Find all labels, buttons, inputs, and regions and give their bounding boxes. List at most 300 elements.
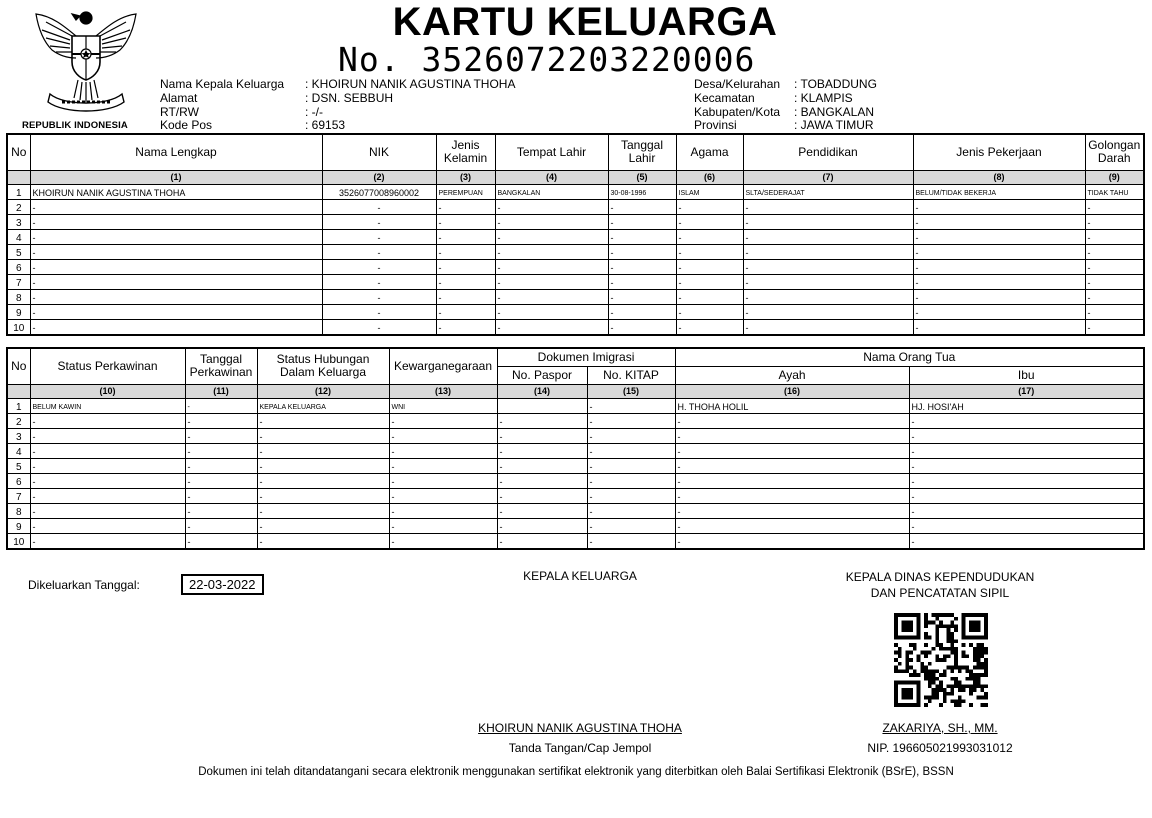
header-status-perkawinan: Status Perkawinan [30,348,185,384]
info-value: : KHOIRUN NANIK AGUSTINA THOHA [305,77,516,91]
table-cell: - [185,503,257,518]
table-cell: - [676,199,743,214]
table-cell: BELUM KAWIN [30,398,185,413]
table-cell: - [389,503,497,518]
table-cell: - [587,518,675,533]
header-no-paspor: No. Paspor [497,366,587,384]
table-row [7,199,1144,214]
table-cell: - [909,428,1144,443]
table-cell: - [495,319,608,335]
column-number: (13) [389,384,497,398]
header-tanggal-lahir: Tanggal Lahir [608,134,676,170]
table-cell: - [1085,274,1144,289]
column-number-row [7,384,1144,398]
table-cell: 7 [7,274,30,289]
table-cell: - [436,259,495,274]
header-tanggal-perkawinan: Tanggal Perkawinan [185,348,257,384]
table-cell: - [185,443,257,458]
official-title-line2: DAN PENCATATAN SIPIL [870,586,1010,600]
table-cell: - [676,214,743,229]
table-cell: - [913,289,1085,304]
table-cell: - [185,398,257,413]
table-cell: - [495,229,608,244]
table-cell: - [389,533,497,549]
header-nama: Nama Lengkap [30,134,322,170]
table-cell: KHOIRUN NANIK AGUSTINA THOHA [30,184,322,199]
table-cell: 6 [7,259,30,274]
table-cell: - [587,458,675,473]
table-cell: - [608,304,676,319]
table-cell: - [587,398,675,413]
info-row [694,78,877,92]
table-cell: - [676,274,743,289]
table-cell: - [587,428,675,443]
table-cell: - [608,259,676,274]
table-row [7,488,1144,503]
table-cell: - [322,304,436,319]
table-cell: - [608,229,676,244]
table-cell: - [909,473,1144,488]
table-cell: - [913,214,1085,229]
table-row [7,533,1144,549]
column-number: (6) [676,170,743,184]
table-cell: 9 [7,304,30,319]
table-cell: - [913,319,1085,335]
table-cell: - [389,458,497,473]
header-nik: NIK [322,134,436,170]
table-cell: - [30,533,185,549]
table-cell: - [909,458,1144,473]
table-cell: - [30,443,185,458]
table-cell: - [389,428,497,443]
table-cell: 5 [7,458,30,473]
table-row [7,289,1144,304]
table-cell: - [185,428,257,443]
info-value: : JAWA TIMUR [794,118,874,133]
table-cell: WNI [389,398,497,413]
header-nama-orang-tua: Nama Orang Tua [675,348,1144,366]
table-cell: - [913,244,1085,259]
table-cell: - [30,214,322,229]
table-cell: - [913,259,1085,274]
column-number-row [7,170,1144,184]
table-cell: - [322,229,436,244]
table-cell: - [675,488,909,503]
head-signature-name-wrap [470,721,690,735]
column-number: (3) [436,170,495,184]
table-cell: - [743,229,913,244]
table-cell: - [436,274,495,289]
header-pendidikan: Pendidikan [743,134,913,170]
info-value: : -/- [305,104,323,119]
table-cell: - [1085,229,1144,244]
table-cell: - [608,199,676,214]
table-row [7,319,1144,335]
head-signature-title: KEPALA KELUARGA [523,569,637,583]
header-dokumen-imigrasi: Dokumen Imigrasi [497,348,675,366]
table-cell: - [497,533,587,549]
emblem-caption: REPUBLIK INDONESIA [22,120,128,131]
table-cell: - [675,473,909,488]
info-label: Kabupaten/Kota [694,104,781,119]
table-cell: - [495,289,608,304]
header-no-kitap: No. KITAP [587,366,675,384]
table-cell: - [497,443,587,458]
table-cell: - [257,488,389,503]
table-cell: - [495,304,608,319]
info-row [694,92,877,106]
table-cell: - [322,274,436,289]
table-cell: - [257,458,389,473]
table-header-row [7,134,1144,170]
electronic-signature-note: Dokumen ini telah ditandatangani secara elektronik menggunakan sertifikat elektronik yang diterbitkan oleh Balai Sertifikasi Elektronik (BSrE), BSSN [198,766,954,778]
table-row [7,229,1144,244]
table-cell: - [30,428,185,443]
column-number: (8) [913,170,1085,184]
household-info-right [694,78,877,133]
table-cell: - [909,413,1144,428]
table-cell: - [608,319,676,335]
table-cell: - [497,458,587,473]
table-cell: - [322,289,436,304]
table-cell: 3526077008960002 [322,184,436,199]
table-cell: - [436,199,495,214]
table-cell: 7 [7,488,30,503]
info-row [160,119,515,133]
table-cell: - [30,458,185,473]
table-cell: - [436,229,495,244]
table-cell: 9 [7,518,30,533]
table-cell: - [322,214,436,229]
family-status-table [6,347,1145,550]
official-title-line1: KEPALA DINAS KEPENDUDUKAN [845,570,1035,584]
table-cell: - [30,304,322,319]
table-cell: - [909,488,1144,503]
table-cell: - [743,259,913,274]
table-cell: - [497,413,587,428]
table-cell: 2 [7,199,30,214]
official-signature-title [820,569,1060,601]
table-cell: - [675,413,909,428]
document-title: KARTU KELUARGA [392,0,778,44]
table-cell: - [30,199,322,214]
table-row [7,428,1144,443]
table-header-row [7,348,1144,366]
table-row [7,503,1144,518]
column-number [7,170,30,184]
table-cell: 1 [7,398,30,413]
table-cell: - [389,518,497,533]
table-cell: BANGKALAN [495,184,608,199]
garuda-icon [24,6,148,118]
table-cell: - [587,488,675,503]
column-number: (5) [608,170,676,184]
issued-date: 22-03-2022 [181,574,264,595]
table1-body [7,184,1144,335]
table-cell: - [675,458,909,473]
table-cell: BELUM/TIDAK BEKERJA [913,184,1085,199]
header-status-hubungan: Status Hubungan Dalam Keluarga [257,348,389,384]
table-cell: - [30,259,322,274]
table2-body [7,398,1144,549]
table-cell: ISLAM [676,184,743,199]
table-row [7,413,1144,428]
info-label: Nama Kepala Keluarga [160,77,285,91]
table-cell: - [257,428,389,443]
table-row [7,458,1144,473]
table-cell: - [676,319,743,335]
table-cell: - [185,473,257,488]
header-ibu: Ibu [909,366,1144,384]
table-row [7,184,1144,199]
info-value: : BANGKALAN [794,104,875,119]
column-number: (7) [743,170,913,184]
table-cell: - [436,304,495,319]
table-cell: - [322,244,436,259]
column-number: (2) [322,170,436,184]
table-row [7,259,1144,274]
info-row [694,119,877,133]
table-cell: - [608,274,676,289]
table-cell: - [1085,304,1144,319]
table-row [7,518,1144,533]
official-nip: NIP. 196605021993031012 [867,741,1013,755]
table-cell: - [587,443,675,458]
table-cell: - [436,319,495,335]
info-row [160,106,515,120]
table-row [7,274,1144,289]
table-cell: - [1085,199,1144,214]
table-cell: - [495,274,608,289]
table-cell: - [30,503,185,518]
table-cell: - [185,488,257,503]
table-cell: - [608,244,676,259]
info-value: : TOBADDUNG [794,77,877,91]
header-ayah: Ayah [675,366,909,384]
table-cell: - [743,274,913,289]
table-cell: 3 [7,214,30,229]
info-label: Kode Pos [160,118,213,133]
table-cell: - [389,488,497,503]
table-cell: - [257,413,389,428]
table-cell: 8 [7,503,30,518]
qr-code [894,613,988,707]
table-cell: 2 [7,413,30,428]
column-number: (14) [497,384,587,398]
table-cell: - [675,533,909,549]
table-cell: - [436,289,495,304]
table-cell: PEREMPUAN [436,184,495,199]
table-cell: 8 [7,289,30,304]
header-pekerjaan: Jenis Pekerjaan [913,134,1085,170]
garuda-emblem [22,6,150,130]
table-cell: - [675,503,909,518]
household-info-left [160,78,515,133]
table-cell: 4 [7,229,30,244]
table-cell: - [257,443,389,458]
table-cell: - [257,473,389,488]
column-number: (10) [30,384,185,398]
table-cell: - [743,214,913,229]
table-cell: - [322,199,436,214]
family-members-table [6,133,1145,336]
table-cell: - [30,473,185,488]
column-number: (9) [1085,170,1144,184]
info-label: Alamat [160,90,198,105]
table-cell: - [608,214,676,229]
table-cell: - [909,533,1144,549]
table-cell: 10 [7,533,30,549]
table-cell [497,398,587,413]
table-cell: - [257,518,389,533]
header-no: No [7,134,30,170]
table-cell: - [675,443,909,458]
table-cell: - [497,503,587,518]
info-value: : 69153 [305,118,346,133]
table-cell: 4 [7,443,30,458]
table-cell: 5 [7,244,30,259]
table-cell: - [322,259,436,274]
table-row [7,398,1144,413]
table-cell: 10 [7,319,30,335]
table-cell: - [257,533,389,549]
info-label: Provinsi [694,118,737,133]
table-cell: - [185,413,257,428]
table-cell: - [436,214,495,229]
table-cell: H. THOHA HOLIL [675,398,909,413]
table-cell: - [30,274,322,289]
header-no: No [7,348,30,384]
table-cell: - [497,473,587,488]
table-row [7,304,1144,319]
table-cell: - [909,443,1144,458]
table-cell: 6 [7,473,30,488]
table-cell: - [30,244,322,259]
info-value: : DSN. SEBBUH [305,90,394,105]
table-cell: - [587,413,675,428]
column-number: (17) [909,384,1144,398]
head-signature-name: KHOIRUN NANIK AGUSTINA THOHA [478,721,682,735]
table-cell: - [322,319,436,335]
header-golongan-darah: Golongan Darah [1085,134,1144,170]
table-cell: - [30,413,185,428]
table-row [7,214,1144,229]
info-label: RT/RW [160,104,199,119]
table-row [7,443,1144,458]
table-cell: - [608,289,676,304]
table-cell: - [676,229,743,244]
table-cell: - [913,304,1085,319]
table-cell: - [743,319,913,335]
table-cell: - [676,289,743,304]
table-cell: - [675,518,909,533]
official-signature-name: ZAKARIYA, SH., MM. [882,721,998,735]
column-number [7,384,30,398]
table-cell: - [1085,244,1144,259]
table-cell: - [676,259,743,274]
table-cell: - [743,289,913,304]
table-row [7,473,1144,488]
table-cell: - [495,244,608,259]
table-cell: - [587,473,675,488]
table-cell: - [676,244,743,259]
table-cell: - [497,518,587,533]
table-cell: - [743,244,913,259]
table-cell: - [257,503,389,518]
column-number: (4) [495,170,608,184]
table-cell: - [913,199,1085,214]
table-cell: 3 [7,428,30,443]
table-cell: HJ. HOSI'AH [909,398,1144,413]
family-card-number: No. 3526072203220006 [338,40,756,79]
column-number: (11) [185,384,257,398]
info-value: : KLAMPIS [794,90,853,105]
table-cell: - [389,473,497,488]
column-number: (15) [587,384,675,398]
table-cell: - [389,413,497,428]
table-cell: - [743,304,913,319]
table-cell: - [389,443,497,458]
info-label: Kecamatan [694,90,755,105]
table-cell: KEPALA KELUARGA [257,398,389,413]
info-label: Desa/Kelurahan [694,77,781,91]
table-cell: - [676,304,743,319]
table-cell: - [913,229,1085,244]
table-cell: - [909,503,1144,518]
table-cell: - [497,488,587,503]
table-cell: - [30,289,322,304]
table-cell: - [1085,319,1144,335]
column-number: (16) [675,384,909,398]
head-signature-subtitle: Tanda Tangan/Cap Jempol [508,741,652,755]
table-cell: SLTA/SEDERAJAT [743,184,913,199]
table-cell: - [185,518,257,533]
table-row [7,244,1144,259]
table-cell: - [185,458,257,473]
table-cell: - [743,199,913,214]
table-cell: - [587,533,675,549]
table-cell: - [30,488,185,503]
table-cell: - [913,274,1085,289]
table-cell: - [1085,214,1144,229]
table-cell: 1 [7,184,30,199]
table-cell: - [495,199,608,214]
table-cell: TIDAK TAHU [1085,184,1144,199]
table-cell: - [1085,289,1144,304]
table-cell: - [30,518,185,533]
header-kewarganegaraan: Kewarganegaraan [389,348,497,384]
table-cell: - [587,503,675,518]
official-signature-name-wrap [820,721,1060,735]
header-agama: Agama [676,134,743,170]
table-cell: - [30,319,322,335]
table-cell: 30-08-1996 [608,184,676,199]
issued-label: Dikeluarkan Tanggal: [28,578,140,592]
column-number: (12) [257,384,389,398]
table-cell: - [185,533,257,549]
column-number: (1) [30,170,322,184]
table-cell: - [497,428,587,443]
header-tempat-lahir: Tempat Lahir [495,134,608,170]
table-cell: - [495,259,608,274]
info-row [694,106,877,120]
table-cell: - [675,428,909,443]
table-cell: - [495,214,608,229]
table-cell: - [436,244,495,259]
info-row [160,78,515,92]
info-row [160,92,515,106]
table-cell: - [909,518,1144,533]
